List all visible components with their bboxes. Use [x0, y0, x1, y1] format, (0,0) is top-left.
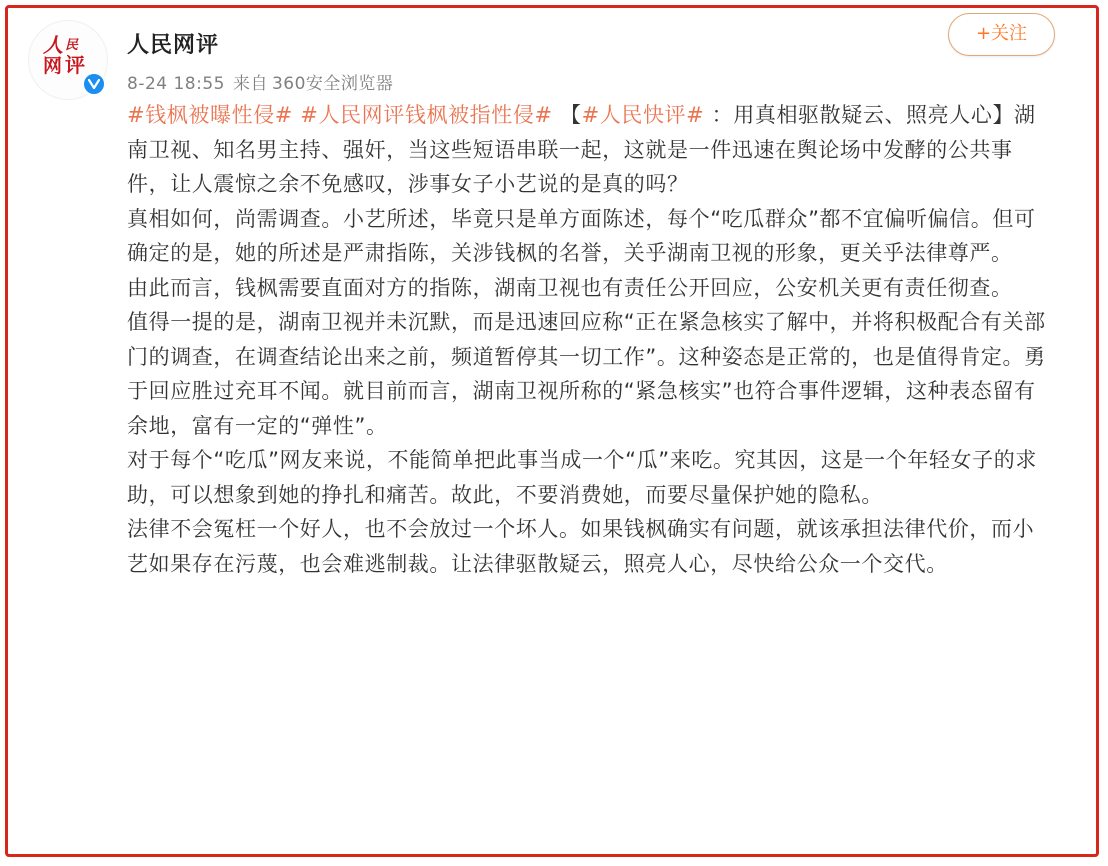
paragraph-3: 由此而言，钱枫需要直面对方的指陈，湖南卫视也有责任公开回应，公安机关更有责任彻查。 [127, 275, 1013, 300]
source-link[interactable]: 360安全浏览器 [271, 74, 394, 94]
hashtag-3[interactable]: #人民快评# [581, 103, 705, 127]
paragraph-4: 值得一提的是，湖南卫视并未沉默，而是迅速回应称“正在紧急核实了解中，并将积极配合有关部门的调查，在调查结论出来之前，频道暂停其一切工作”。这种姿态是正常的，也是值得肯定。勇于回应胜过充耳不闻。就目前而言，湖南卫视所称的“紧急核实”也符合事件逻辑，这种表态留有余地，富有一定的“弹性”。 [127, 310, 1046, 438]
post-body [127, 98, 1049, 581]
hashtag-2[interactable]: #人民网评钱枫被指性侵# [300, 103, 553, 127]
paragraph-6: 法律不会冤枉一个好人，也不会放过一个坏人。如果钱枫确实有问题，就该承担法律代价，而小艺如果存在污蔑，也会难逃制裁。让法律驱散疑云，照亮人心，尽快给公众一个交代。 [127, 517, 1035, 576]
source-prefix: 来自 [232, 74, 268, 94]
post-meta [127, 69, 401, 94]
paragraph-2: 真相如何，尚需调查。小艺所述，毕竟只是单方面陈述，每个“吃瓜群众”都不宜偏听偏信。但可确定的是，她的所述是严肃指陈，关涉钱枫的名誉，关乎湖南卫视的形象，更关乎法律尊严。 [127, 206, 1036, 265]
verified-badge-icon [82, 72, 106, 96]
timestamp[interactable]: 8-24 18:55 [127, 74, 225, 94]
paragraph-5: 对于每个“吃瓜”网友来说，不能简单把此事当成一个“瓜”来吃。究其因，这是一个年轻女子的求助，可以想象到她的挣扎和痛苦。故此，不要消费她，而要尽量保护她的隐私。 [127, 448, 1037, 507]
follow-button[interactable]: +关注 [948, 13, 1055, 56]
hashtag-1[interactable]: #钱枫被曝性侵# [127, 103, 293, 127]
username[interactable]: 人民网评 [127, 33, 220, 58]
bracket-open: 【 [559, 103, 582, 127]
renmin-wangping-logo: 人 民 网 评 [43, 33, 85, 77]
paragraph-1-text: ：用真相驱散疑云、照亮人心】湖南卫视、知名男主持、强奸，当这些短语串联一起，这就是一件迅速在舆论场中发酵的公共事件，让人震惊之余不免感叹，涉事女子小艺说的是真的吗？ [127, 103, 1036, 196]
paragraph-1 [127, 98, 1049, 202]
